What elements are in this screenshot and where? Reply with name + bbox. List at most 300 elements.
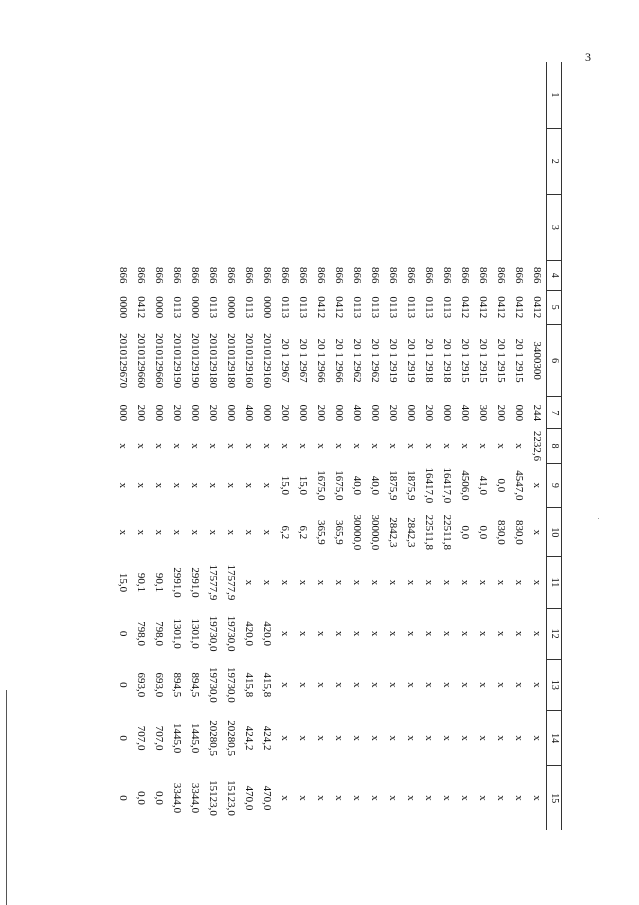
table-cell: 90,1 (153, 572, 165, 593)
table-cell: 866 (387, 267, 399, 284)
table-row (168, 62, 186, 830)
table-cell: 20 1 2967 (279, 338, 291, 383)
table-cell: 2010129160 (243, 333, 255, 389)
table-cell: 0113 (405, 296, 417, 319)
table-cell: x (333, 795, 345, 801)
table-cell (150, 62, 168, 128)
table-cell: 0,0 (153, 791, 165, 805)
table-cell: x (459, 443, 471, 449)
table-cell: 866 (297, 267, 309, 284)
table-cell: 2232,6 (531, 430, 543, 462)
table-cell: x (477, 682, 489, 688)
table-cell: 22511,8 (423, 514, 435, 551)
table-cell: x (243, 482, 255, 489)
table-cell: 866 (423, 267, 435, 284)
table-cell (528, 194, 547, 260)
table-cell: 866 (261, 267, 273, 284)
column-header: 13 (547, 659, 562, 710)
table-cell: x (153, 529, 165, 536)
page-number: 3 (585, 50, 591, 64)
table-cell: 0000 (189, 296, 201, 319)
table-cell: 000 (369, 404, 381, 422)
table-cell: 866 (153, 267, 165, 284)
table-cell: x (423, 579, 435, 586)
table-row (528, 62, 547, 830)
table-cell: x (333, 735, 345, 741)
column-header: 7 (547, 397, 562, 429)
table-cell: x (351, 579, 363, 586)
table-cell: 866 (315, 267, 327, 284)
table-cell (510, 62, 528, 128)
table-cell: 90,1 (135, 572, 147, 593)
table-cell (222, 194, 240, 260)
table-cell (528, 128, 547, 194)
table-cell (438, 62, 456, 128)
column-header: 3 (547, 194, 562, 260)
table-cell: x (261, 579, 273, 586)
table-cell (276, 128, 294, 194)
table-row (420, 62, 438, 830)
table-cell: 0 (117, 795, 129, 801)
table-cell: x (513, 579, 525, 586)
table-cell: 866 (369, 267, 381, 284)
table-row (294, 62, 312, 830)
table-cell: 866 (441, 267, 453, 284)
table-cell: x (351, 682, 363, 688)
table-cell: x (279, 630, 291, 637)
table-cell: x (405, 735, 417, 741)
budget-table (114, 62, 562, 830)
table-cell: 3400300 (531, 341, 543, 380)
table-cell (276, 194, 294, 260)
table-cell (420, 128, 438, 194)
table-row (510, 62, 528, 830)
table-cell: 20 1 2962 (351, 338, 363, 383)
table-cell: x (171, 529, 183, 536)
table-cell: x (513, 443, 525, 449)
table-cell (168, 128, 186, 194)
table-row (438, 62, 456, 830)
table-cell: 15,0 (117, 572, 129, 593)
column-header: 4 (547, 260, 562, 290)
table-cell: 2010129660 (135, 333, 147, 389)
table-cell (294, 194, 312, 260)
table-cell: 000 (153, 404, 165, 422)
table-cell: 0 (117, 630, 129, 637)
table-cell: 866 (135, 267, 147, 284)
table-cell (384, 62, 402, 128)
table-cell: x (315, 630, 327, 637)
table-cell (150, 194, 168, 260)
table-cell: 0412 (333, 296, 345, 319)
table-cell: x (315, 579, 327, 586)
table-cell: x (315, 795, 327, 801)
table-cell: 000 (333, 404, 345, 422)
table-cell: 866 (531, 267, 543, 284)
table-row (114, 62, 132, 830)
table-cell: x (441, 630, 453, 637)
table-cell: 0113 (171, 296, 183, 319)
table-cell: x (153, 482, 165, 489)
table-row (240, 62, 258, 830)
table-cell: 20 1 2919 (405, 338, 417, 383)
table-cell: x (423, 795, 435, 801)
table-cell (132, 194, 150, 260)
table-cell: 866 (225, 267, 237, 284)
table-cell (474, 194, 492, 260)
table-cell: 470,0 (243, 785, 255, 811)
table-cell (492, 128, 510, 194)
table-cell: 420,0 (243, 621, 255, 647)
table-cell (204, 128, 222, 194)
table-cell (114, 128, 132, 194)
table-cell: 0000 (153, 296, 165, 319)
table-cell: x (459, 682, 471, 688)
table-cell (438, 194, 456, 260)
table-cell: 0000 (117, 296, 129, 319)
column-header: 15 (547, 766, 562, 830)
table-cell: 1301,0 (189, 618, 201, 649)
table-row (384, 62, 402, 830)
table-cell: 000 (297, 404, 309, 422)
table-cell: x (297, 795, 309, 801)
table-cell: 400 (459, 404, 471, 422)
table-cell: 0113 (387, 296, 399, 319)
table-cell: 1675,0 (315, 470, 327, 501)
table-cell (474, 62, 492, 128)
table-cell: 866 (117, 267, 129, 284)
table-cell: x (405, 795, 417, 801)
table-cell: x (423, 630, 435, 637)
table-cell (222, 128, 240, 194)
table-cell: 0412 (477, 296, 489, 319)
table-cell (240, 128, 258, 194)
table-cell: x (423, 682, 435, 688)
table-cell (456, 128, 474, 194)
table-cell (132, 128, 150, 194)
table-cell: 19730,0 (207, 615, 219, 652)
table-cell: 20 1 2966 (315, 338, 327, 383)
table-cell: x (405, 682, 417, 688)
table-cell: 20280,5 (207, 720, 219, 757)
table-cell: x (441, 795, 453, 801)
table-cell: x (513, 682, 525, 688)
table-cell: 2010129190 (189, 333, 201, 389)
table-cell: x (369, 443, 381, 449)
table-cell: x (495, 682, 507, 688)
table-cell: 2991,0 (171, 567, 183, 598)
table-cell: 415,8 (243, 672, 255, 698)
table-cell: 000 (405, 404, 417, 422)
table-cell: 2991,0 (189, 567, 201, 598)
table-cell: 0,0 (459, 525, 471, 540)
table-cell: x (117, 482, 129, 489)
table-cell (402, 62, 420, 128)
table-cell: x (135, 443, 147, 449)
table-cell: 798,0 (153, 621, 165, 647)
table-cell: 420,0 (261, 621, 273, 647)
table-cell: 424,2 (261, 725, 273, 751)
table-cell: x (117, 443, 129, 449)
table-cell: x (333, 630, 345, 637)
table-body (114, 62, 547, 830)
table-cell (402, 128, 420, 194)
table-cell: x (279, 735, 291, 741)
table-cell: x (405, 630, 417, 637)
table-cell: x (531, 735, 543, 741)
table-cell (438, 128, 456, 194)
table-cell: x (189, 443, 201, 449)
table-cell: x (405, 443, 417, 449)
table-cell: x (297, 630, 309, 637)
table-cell: 41,0 (477, 475, 489, 496)
table-row (330, 62, 348, 830)
table-cell (312, 128, 330, 194)
table-cell: 000 (261, 404, 273, 422)
table-row (150, 62, 168, 830)
column-header: 11 (547, 557, 562, 608)
table-cell: x (441, 579, 453, 586)
table-cell: x (369, 795, 381, 801)
table-cell: 200 (315, 404, 327, 422)
table-cell: x (477, 443, 489, 449)
table-cell: 0412 (315, 296, 327, 319)
table-cell: x (261, 443, 273, 449)
table-cell: x (423, 735, 435, 741)
table-row (492, 62, 510, 830)
table-cell (276, 62, 294, 128)
table-row (366, 62, 384, 830)
table-cell (366, 128, 384, 194)
column-header: 2 (547, 128, 562, 194)
table-cell: x (297, 579, 309, 586)
table-cell (294, 62, 312, 128)
table-cell: x (315, 682, 327, 688)
table-cell: 200 (207, 404, 219, 422)
table-cell: 0412 (513, 296, 525, 319)
table-cell: x (297, 443, 309, 449)
table-cell: x (513, 795, 525, 801)
table-cell: x (369, 682, 381, 688)
table-cell: 0000 (225, 296, 237, 319)
table-cell (204, 62, 222, 128)
table-cell: x (117, 529, 129, 536)
table-cell: 40,0 (369, 475, 381, 496)
table-row (402, 62, 420, 830)
table-cell: x (531, 682, 543, 688)
table-cell: 000 (117, 404, 129, 422)
table-cell: 30000,0 (369, 514, 381, 551)
table-cell: 1875,9 (387, 470, 399, 501)
table-cell: 866 (495, 267, 507, 284)
table-cell: 2842,3 (387, 517, 399, 548)
column-header: 8 (547, 429, 562, 463)
table-cell: x (279, 682, 291, 688)
table-cell: 830,0 (495, 519, 507, 545)
table-cell (258, 62, 276, 128)
table-cell: 866 (477, 267, 489, 284)
table-cell: 866 (279, 267, 291, 284)
table-cell: 2010129660 (153, 333, 165, 389)
table-cell: 20 1 2918 (423, 338, 435, 383)
table-cell: 798,0 (135, 621, 147, 647)
table-cell: x (315, 443, 327, 449)
column-header: 12 (547, 608, 562, 659)
table-cell: 2010129180 (225, 333, 237, 389)
table-cell: 1675,0 (333, 470, 345, 501)
table-row (204, 62, 222, 830)
table-cell: x (441, 443, 453, 449)
table-row (348, 62, 366, 830)
table-cell: 20 1 2915 (495, 338, 507, 383)
table-cell: x (441, 682, 453, 688)
table-cell: x (495, 443, 507, 449)
table-cell: 200 (135, 404, 147, 422)
table-cell (114, 194, 132, 260)
column-header: 9 (547, 463, 562, 508)
table-cell (402, 194, 420, 260)
table-cell: x (531, 529, 543, 536)
table-cell (294, 128, 312, 194)
table-cell: x (405, 579, 417, 586)
table-cell: x (387, 443, 399, 449)
table-cell: x (279, 795, 291, 801)
table-cell: 15123,0 (225, 780, 237, 816)
table-cell: x (513, 735, 525, 741)
table-cell: x (243, 529, 255, 536)
table-cell: 0412 (495, 296, 507, 319)
table-cell: 19730,0 (207, 666, 219, 703)
table-cell: x (477, 630, 489, 637)
table-cell: 6,2 (297, 525, 309, 540)
table-cell: 3344,0 (171, 782, 183, 814)
table-cell: 400 (351, 404, 363, 422)
column-header: 1 (547, 62, 562, 128)
table-cell: 894,5 (189, 672, 201, 698)
table-cell: 19730,0 (225, 615, 237, 652)
column-header: 5 (547, 290, 562, 324)
table-cell: 20 1 2915 (477, 338, 489, 383)
table-cell: x (207, 443, 219, 449)
table-cell (492, 62, 510, 128)
column-header: 10 (547, 508, 562, 557)
table-cell (420, 62, 438, 128)
table-cell: 000 (189, 404, 201, 422)
table-cell: 1301,0 (171, 618, 183, 649)
table-cell: 4547,0 (513, 470, 525, 501)
column-header: 6 (547, 324, 562, 397)
table-cell: 866 (459, 267, 471, 284)
table-cell (384, 128, 402, 194)
table-cell (474, 128, 492, 194)
table-cell: x (243, 579, 255, 586)
table-cell: 2842,3 (405, 517, 417, 548)
table-cell: 200 (423, 404, 435, 422)
table-cell: 200 (171, 404, 183, 422)
table-cell: 0412 (459, 296, 471, 319)
table-cell: x (297, 735, 309, 741)
table-cell: x (459, 630, 471, 637)
table-cell: 000 (441, 404, 453, 422)
table-cell (366, 62, 384, 128)
table-cell: 0113 (297, 296, 309, 319)
table-cell (456, 194, 474, 260)
table-cell: 15,0 (297, 475, 309, 496)
table-cell: x (135, 529, 147, 536)
table-row (186, 62, 204, 830)
table-cell (204, 194, 222, 260)
table-cell (240, 62, 258, 128)
table-cell: 866 (189, 267, 201, 284)
table-cell (366, 194, 384, 260)
table-cell: 894,5 (171, 672, 183, 698)
table-cell: x (297, 682, 309, 688)
table-cell: 3344,0 (189, 782, 201, 814)
table-cell: 2010129190 (171, 333, 183, 389)
table-cell: x (477, 579, 489, 586)
table-cell: x (531, 579, 543, 586)
table-cell: 200 (495, 404, 507, 422)
table-cell (168, 62, 186, 128)
table-cell: x (369, 579, 381, 586)
table-cell: x (387, 630, 399, 637)
budget-table-container (94, 62, 562, 830)
table-cell: x (459, 735, 471, 741)
table-cell: 0113 (279, 296, 291, 319)
table-cell: x (207, 529, 219, 536)
table-cell: x (333, 682, 345, 688)
table-cell: 200 (387, 404, 399, 422)
table-cell: 20 1 2918 (441, 338, 453, 383)
table-cell (186, 128, 204, 194)
table-cell: 365,9 (315, 519, 327, 545)
table-cell: 866 (351, 267, 363, 284)
table-cell: 0000 (261, 296, 273, 319)
table-cell: x (387, 682, 399, 688)
table-cell: 2010129670 (117, 333, 129, 389)
table-cell: 30000,0 (351, 514, 363, 551)
table-cell: 1445,0 (189, 723, 201, 754)
table-cell: x (459, 795, 471, 801)
table-cell: 866 (243, 267, 255, 284)
table-cell: 365,9 (333, 519, 345, 545)
table-row (258, 62, 276, 830)
table-cell: 200 (279, 404, 291, 422)
table-cell: 0113 (207, 296, 219, 319)
table-cell (240, 194, 258, 260)
table-cell: 415,8 (261, 672, 273, 698)
table-cell: 707,0 (135, 725, 147, 751)
table-cell: x (351, 795, 363, 801)
table-cell: 2010129160 (261, 333, 273, 389)
table-cell: 400 (243, 404, 255, 422)
table-cell (222, 62, 240, 128)
table-cell (510, 128, 528, 194)
table-cell: x (387, 579, 399, 586)
table-cell: x (135, 482, 147, 489)
table-cell (456, 62, 474, 128)
table-cell: x (477, 795, 489, 801)
table-cell: x (369, 630, 381, 637)
table-cell (528, 62, 547, 128)
table-cell: 866 (171, 267, 183, 284)
table-cell: 000 (513, 404, 525, 422)
table-cell: 4506,0 (459, 470, 471, 501)
table-cell: 424,2 (243, 725, 255, 751)
table-cell: x (279, 579, 291, 586)
table-cell: 19730,0 (225, 666, 237, 703)
table-cell: x (171, 443, 183, 449)
